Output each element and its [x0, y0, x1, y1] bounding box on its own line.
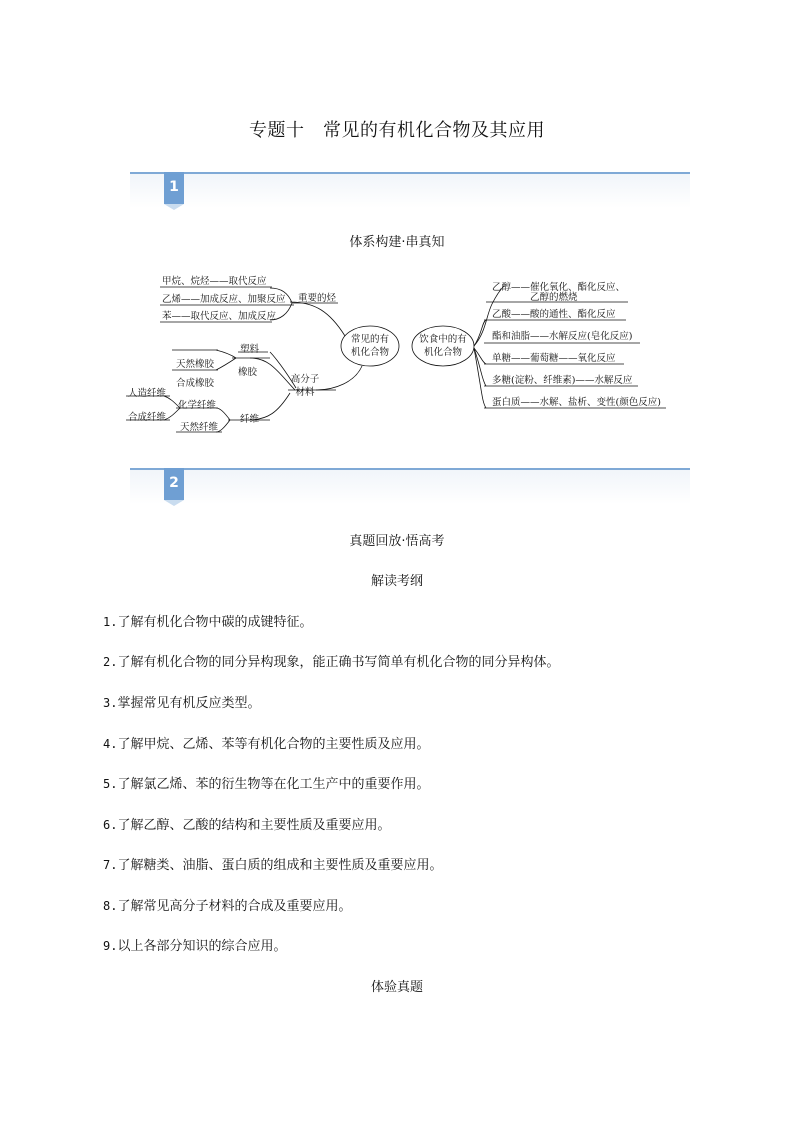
item-text: 了解有机化合物中碳的成键特征。	[117, 615, 313, 630]
food-item: 乙酸——酸的通性、酯化反应	[492, 309, 616, 320]
outline-item	[103, 733, 429, 752]
item-number: 6.	[103, 818, 118, 832]
outline-item	[103, 895, 351, 914]
center-right-line1: 饮食中的有	[419, 334, 467, 345]
outline-item	[103, 773, 429, 792]
food-item: 乙醇——催化氧化、酯化反应、	[492, 282, 626, 293]
fiber-item: 人造纤维	[128, 388, 167, 399]
center-left-oval	[341, 326, 399, 366]
item-text: 以上各部分知识的综合应用。	[117, 939, 287, 954]
center-left-line1: 常见的有	[350, 334, 390, 345]
item-text: 了解常见高分子材料的合成及重要应用。	[117, 899, 352, 914]
polymer-label-line1: 高分子	[290, 374, 320, 385]
fiber-label: 纤维	[240, 414, 260, 425]
item-number: 5.	[103, 777, 118, 791]
food-item: 单糖——葡萄糖——氧化反应	[492, 353, 616, 364]
hydrocarbon-item: 乙烯——加成反应、加聚反应	[162, 294, 286, 305]
next-heading: 体验真题	[370, 980, 423, 995]
outline-heading: 解读考纲	[370, 574, 423, 589]
item-number: 8.	[103, 899, 118, 913]
center-left-line2: 机化合物	[350, 347, 390, 358]
fiber-item: 合成纤维	[128, 412, 167, 423]
item-number: 1.	[103, 615, 118, 629]
section-2-header	[130, 468, 690, 508]
item-number: 3.	[103, 696, 118, 710]
item-text: 了解氯乙烯、苯的衍生物等在化工生产中的重要作用。	[117, 777, 430, 792]
item-text: 了解甲烷、乙烯、苯等有机化合物的主要性质及应用。	[117, 737, 430, 752]
food-item: 蛋白质——水解、盐析、变性(颜色反应)	[492, 397, 661, 408]
section-band	[130, 470, 690, 504]
rubber-item: 天然橡胶	[176, 359, 215, 370]
section-1-heading: 体系构建·串真知	[349, 235, 445, 250]
item-number: 2.	[103, 655, 118, 669]
rubber-item: 合成橡胶	[176, 378, 215, 389]
badge-tip	[164, 500, 184, 506]
outline-item	[103, 935, 286, 954]
outline-item	[103, 651, 559, 670]
item-number: 9.	[103, 939, 118, 953]
chemical-fiber-label: 化学纤维	[178, 400, 217, 411]
rubber-label: 橡胶	[238, 367, 258, 378]
outline-item	[103, 611, 312, 630]
food-item: 多糖(淀粉、纤维素)——水解反应	[492, 375, 633, 386]
food-item: 乙醇的燃烧	[530, 292, 578, 303]
section-badge: 2	[164, 468, 184, 500]
section-band	[130, 174, 690, 208]
hydrocarbon-label: 重要的烃	[298, 293, 337, 304]
item-text: 了解糖类、油脂、蛋白质的组成和主要性质及重要应用。	[117, 858, 443, 873]
outline-item	[103, 854, 442, 873]
item-number: 7.	[103, 858, 118, 872]
plastic-label: 塑料	[240, 344, 260, 355]
food-item: 酯和油脂——水解反应(皂化反应)	[492, 331, 633, 342]
center-right-oval	[412, 326, 474, 366]
section-badge: 1	[164, 172, 184, 204]
center-right-line2: 机化合物	[423, 347, 463, 358]
page-title: 专题十 常见的有机化合物及其应用	[249, 120, 545, 141]
mind-map	[120, 262, 680, 442]
outline-item	[103, 814, 390, 833]
item-text: 了解有机化合物的同分异构现象，能正确书写简单有机化合物的同分异构体。	[117, 655, 560, 670]
hydrocarbon-item: 苯——取代反应、加成反应	[162, 311, 277, 322]
polymer-label-line2: 材料	[295, 387, 315, 398]
item-text: 了解乙醇、乙酸的结构和主要性质及重要应用。	[117, 818, 391, 833]
section-2-heading: 真题回放·悟高考	[349, 534, 445, 549]
hydrocarbon-item: 甲烷、烷烃——取代反应	[162, 276, 267, 287]
natural-fiber-label: 天然纤维	[180, 422, 219, 433]
item-text: 掌握常见有机反应类型。	[117, 696, 261, 711]
badge-tip	[164, 204, 184, 210]
section-1-header	[130, 172, 690, 212]
item-number: 4.	[103, 737, 118, 751]
outline-item	[103, 692, 260, 711]
